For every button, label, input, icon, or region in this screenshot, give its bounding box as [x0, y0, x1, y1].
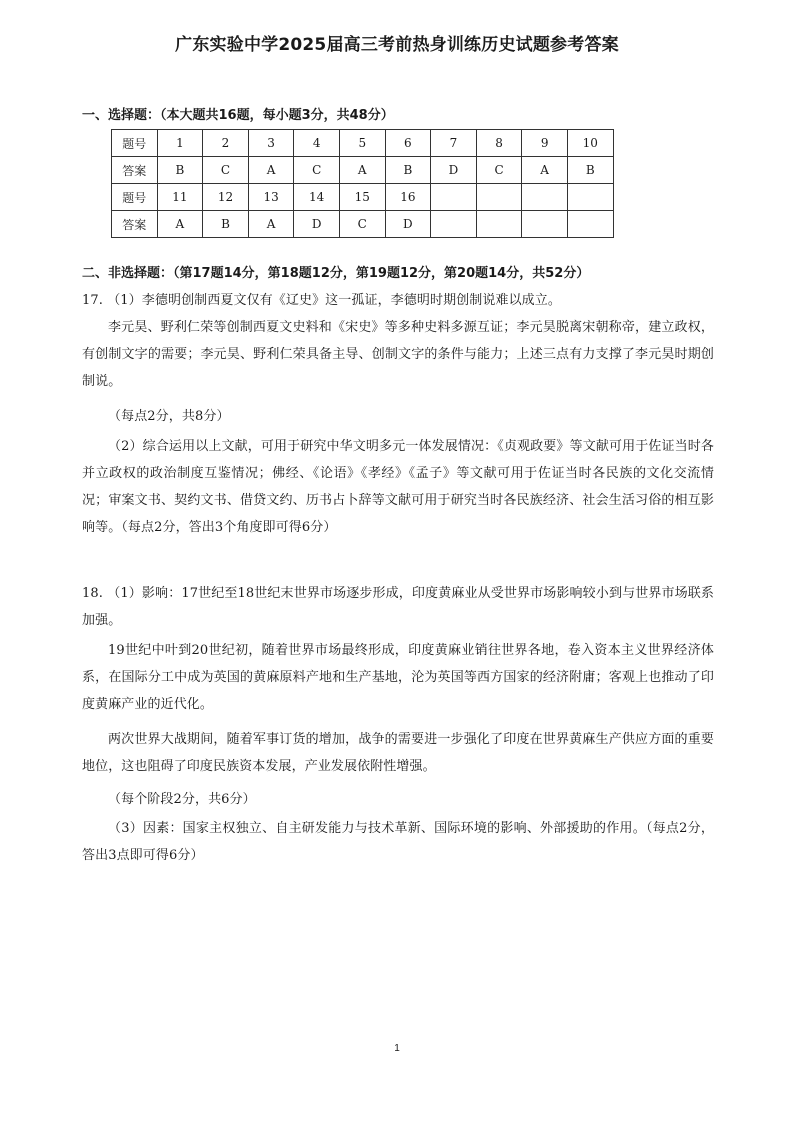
table-row-header: 答案 [112, 157, 158, 184]
section1-heading: 一、选择题：（本大题共16题，每小题3分，共48分） [82, 108, 394, 123]
table-cell [476, 211, 522, 238]
table-cell: 1 [157, 130, 203, 157]
table-row [112, 184, 614, 211]
table-cell [476, 184, 522, 211]
table-row-header: 题号 [112, 130, 158, 157]
table-cell [567, 184, 613, 211]
q18-part3: （3）因素：国家主权独立、自主研发能力与技术革新、国际环境的影响、外部援助的作用。（每点2分，答出3点即可得6分） [82, 821, 714, 863]
table-cell: 13 [248, 184, 294, 211]
table-row [112, 211, 614, 238]
page-number: 1 [394, 1043, 400, 1054]
table-cell: D [385, 211, 431, 238]
table-cell: B [385, 157, 431, 184]
table-cell: 5 [339, 130, 385, 157]
table-cell: 12 [203, 184, 249, 211]
table-cell: 16 [385, 184, 431, 211]
q18-part1: 18. （1）影响：17世纪至18世纪末世界市场逐步形成，印度黄麻业从受世界市场影响较小到与世界市场联系加强。 [82, 586, 714, 628]
q17-scoring-note: （每点2分，共8分） [108, 409, 230, 424]
table-cell [522, 184, 568, 211]
table-cell: B [567, 157, 613, 184]
q18-stage2: 19世纪中叶到20世纪初，随着世界市场最终形成，印度黄麻业销往世界各地，卷入资本主义世界经济体系，在国际分工中成为英国的黄麻原料产地和生产基地，沦为英国等西方国家的经济附庸；客观上也推动了印度黄麻产业的近代化。 [82, 643, 714, 712]
table-cell: D [431, 157, 477, 184]
table-cell: 15 [339, 184, 385, 211]
table-cell: D [294, 211, 340, 238]
table-cell: 14 [294, 184, 340, 211]
table-row-header: 答案 [112, 211, 158, 238]
q18-stage3: 两次世界大战期间，随着军事订货的增加，战争的需要进一步强化了印度在世界黄麻生产供应方面的重要地位，这也阻碍了印度民族资本发展，产业发展依附性增强。 [82, 732, 714, 774]
table-row [112, 157, 614, 184]
table-row-header: 题号 [112, 184, 158, 211]
table-cell: A [248, 211, 294, 238]
table-cell: 6 [385, 130, 431, 157]
q18-scoring-note: （每个阶段2分，共6分） [108, 792, 256, 807]
table-cell: A [157, 211, 203, 238]
q17-explanation: 李元昊、野利仁荣等创制西夏文史料和《宋史》等多种史料多源互证；李元昊脱离宋朝称帝，建立政权，有创制文字的需要；李元昊、野利仁荣具备主导、创制文字的条件与能力；上述三点有力支撑了李元昊时期创制说。 [82, 320, 714, 389]
table-cell: B [157, 157, 203, 184]
table-cell: A [248, 157, 294, 184]
table-cell: 11 [157, 184, 203, 211]
table-cell: C [294, 157, 340, 184]
table-cell: 9 [522, 130, 568, 157]
table-cell: C [339, 211, 385, 238]
q17-part1: 17. （1）李德明创制西夏文仅有《辽史》这一孤证，李德明时期创制说难以成立。 [82, 293, 561, 308]
table-cell: 8 [476, 130, 522, 157]
q17-part2: （2）综合运用以上文献，可用于研究中华文明多元一体发展情况：《贞观政要》等文献可用于佐证当时各并立政权的政治制度互鉴情况；佛经、《论语》《孝经》《孟子》等文献可用于佐证当时各民族的文化交流情况；审案文书、契约文书、借贷文约、历书占卜辞等文献可用于研究当时各民族经济、社会生活习俗的相互影响等。（每点2分，答出3个角度即可得6分） [82, 439, 714, 535]
table-cell: B [203, 211, 249, 238]
table-cell: A [522, 157, 568, 184]
table-cell: C [476, 157, 522, 184]
table-cell: C [203, 157, 249, 184]
table-row [112, 130, 614, 157]
table-cell: 4 [294, 130, 340, 157]
table-cell: 2 [203, 130, 249, 157]
table-cell: A [339, 157, 385, 184]
table-cell: 10 [567, 130, 613, 157]
table-cell [567, 211, 613, 238]
table-cell: 3 [248, 130, 294, 157]
table-cell [522, 211, 568, 238]
table-cell [431, 211, 477, 238]
table-cell [431, 184, 477, 211]
page-title: 广东实验中学2025届高三考前热身训练历史试题参考答案 [175, 35, 619, 55]
table-cell: 7 [431, 130, 477, 157]
answer-table [111, 129, 614, 238]
section2-heading: 二、非选择题：（第17题14分，第18题12分，第19题12分，第20题14分，共52分） [82, 266, 590, 281]
